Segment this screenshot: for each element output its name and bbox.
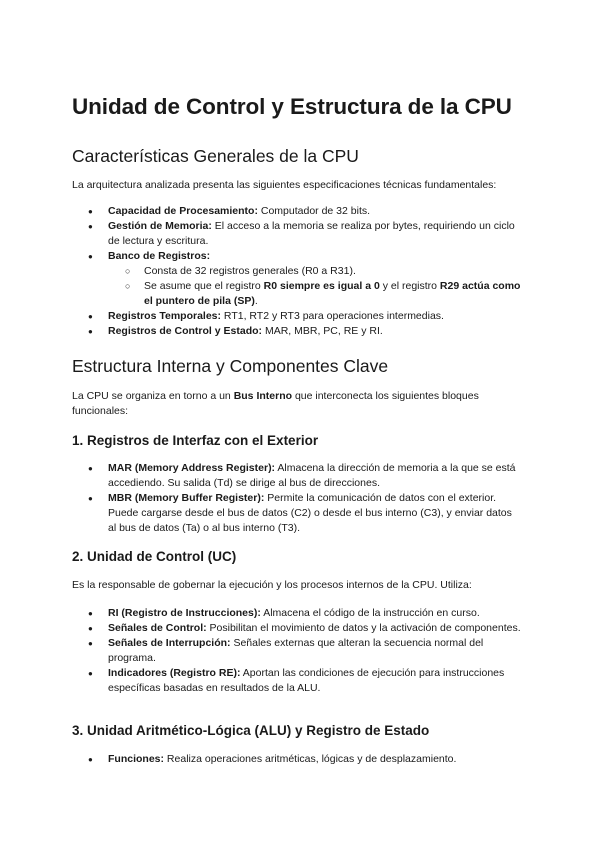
caracteristicas-list	[72, 204, 522, 339]
list-item: ● Registros Temporales: RT1, RT2 y RT3 para operaciones intermedias.	[72, 309, 522, 324]
section-intro: La CPU se organiza en torno a un Bus Interno que interconecta los siguientes bloques funcionales:	[72, 390, 479, 417]
registros-interfaz-list	[72, 461, 522, 536]
list-item: ● Banco de Registros:	[72, 249, 522, 264]
section-heading-estructura: Estructura Interna y Componentes Clave	[72, 356, 389, 376]
list-item: ● Funciones: Realiza operaciones aritméticas, lógicas y de desplazamiento.	[72, 752, 522, 767]
sub-list-item: ○ Consta de 32 registros generales (R0 a R31).	[72, 264, 522, 279]
list-item: ● Señales de Control: Posibilitan el movimiento de datos y la activación de componentes.	[72, 621, 522, 636]
section-heading-caracteristicas: Características Generales de la CPU	[72, 146, 359, 166]
section-intro: La arquitectura analizada presenta las siguientes especificaciones técnicas fundamentales:	[72, 179, 497, 191]
list-item: ● Señales de Interrupción: Señales externas que alteran la secuencia normal del programa.	[72, 636, 522, 666]
list-item: ● MAR (Memory Address Register): Almacena la dirección de memoria a la que se está accediendo. Su salida (Td) se dirige al bus de direcciones.	[72, 461, 522, 491]
list-item: ● Capacidad de Procesamiento: Computador de 32 bits.	[72, 204, 522, 219]
list-item: ● MBR (Memory Buffer Register): Permite la comunicación de datos con el exterior. Puede cargarse desde el bus de datos (C2) o desde el bus interno (C3), y enviar datos al bus de datos (Ta) o al bus interno (T3).	[72, 491, 522, 536]
subsection-heading-unidad-control: 2. Unidad de Control (UC)	[72, 549, 237, 564]
subsection-heading-registros-interfaz: 1. Registros de Interfaz con el Exterior	[72, 433, 319, 448]
unidad-control-list	[72, 606, 522, 696]
sub-list-item: ○ Se asume que el registro R0 siempre es igual a 0 y el registro R29 actúa como el puntero de pila (SP).	[72, 279, 522, 309]
list-item: ● RI (Registro de Instrucciones): Almacena el código de la instrucción en curso.	[72, 606, 522, 621]
list-item: ● Indicadores (Registro RE): Aportan las condiciones de ejecución para instrucciones específicas basadas en resultados de la ALU.	[72, 666, 522, 696]
alu-list	[72, 752, 522, 767]
list-item: ● Gestión de Memoria: El acceso a la memoria se realiza por bytes, requiriendo un ciclo de lectura y escritura.	[72, 219, 522, 249]
subsection-heading-alu: 3. Unidad Aritmético-Lógica (ALU) y Registro de Estado	[72, 723, 430, 738]
page-title: Unidad de Control y Estructura de la CPU	[72, 94, 512, 119]
list-item: ● Registros de Control y Estado: MAR, MBR, PC, RE y RI.	[72, 324, 522, 339]
subsection-intro: Es la responsable de gobernar la ejecución y los procesos internos de la CPU. Utiliza:	[72, 579, 472, 591]
